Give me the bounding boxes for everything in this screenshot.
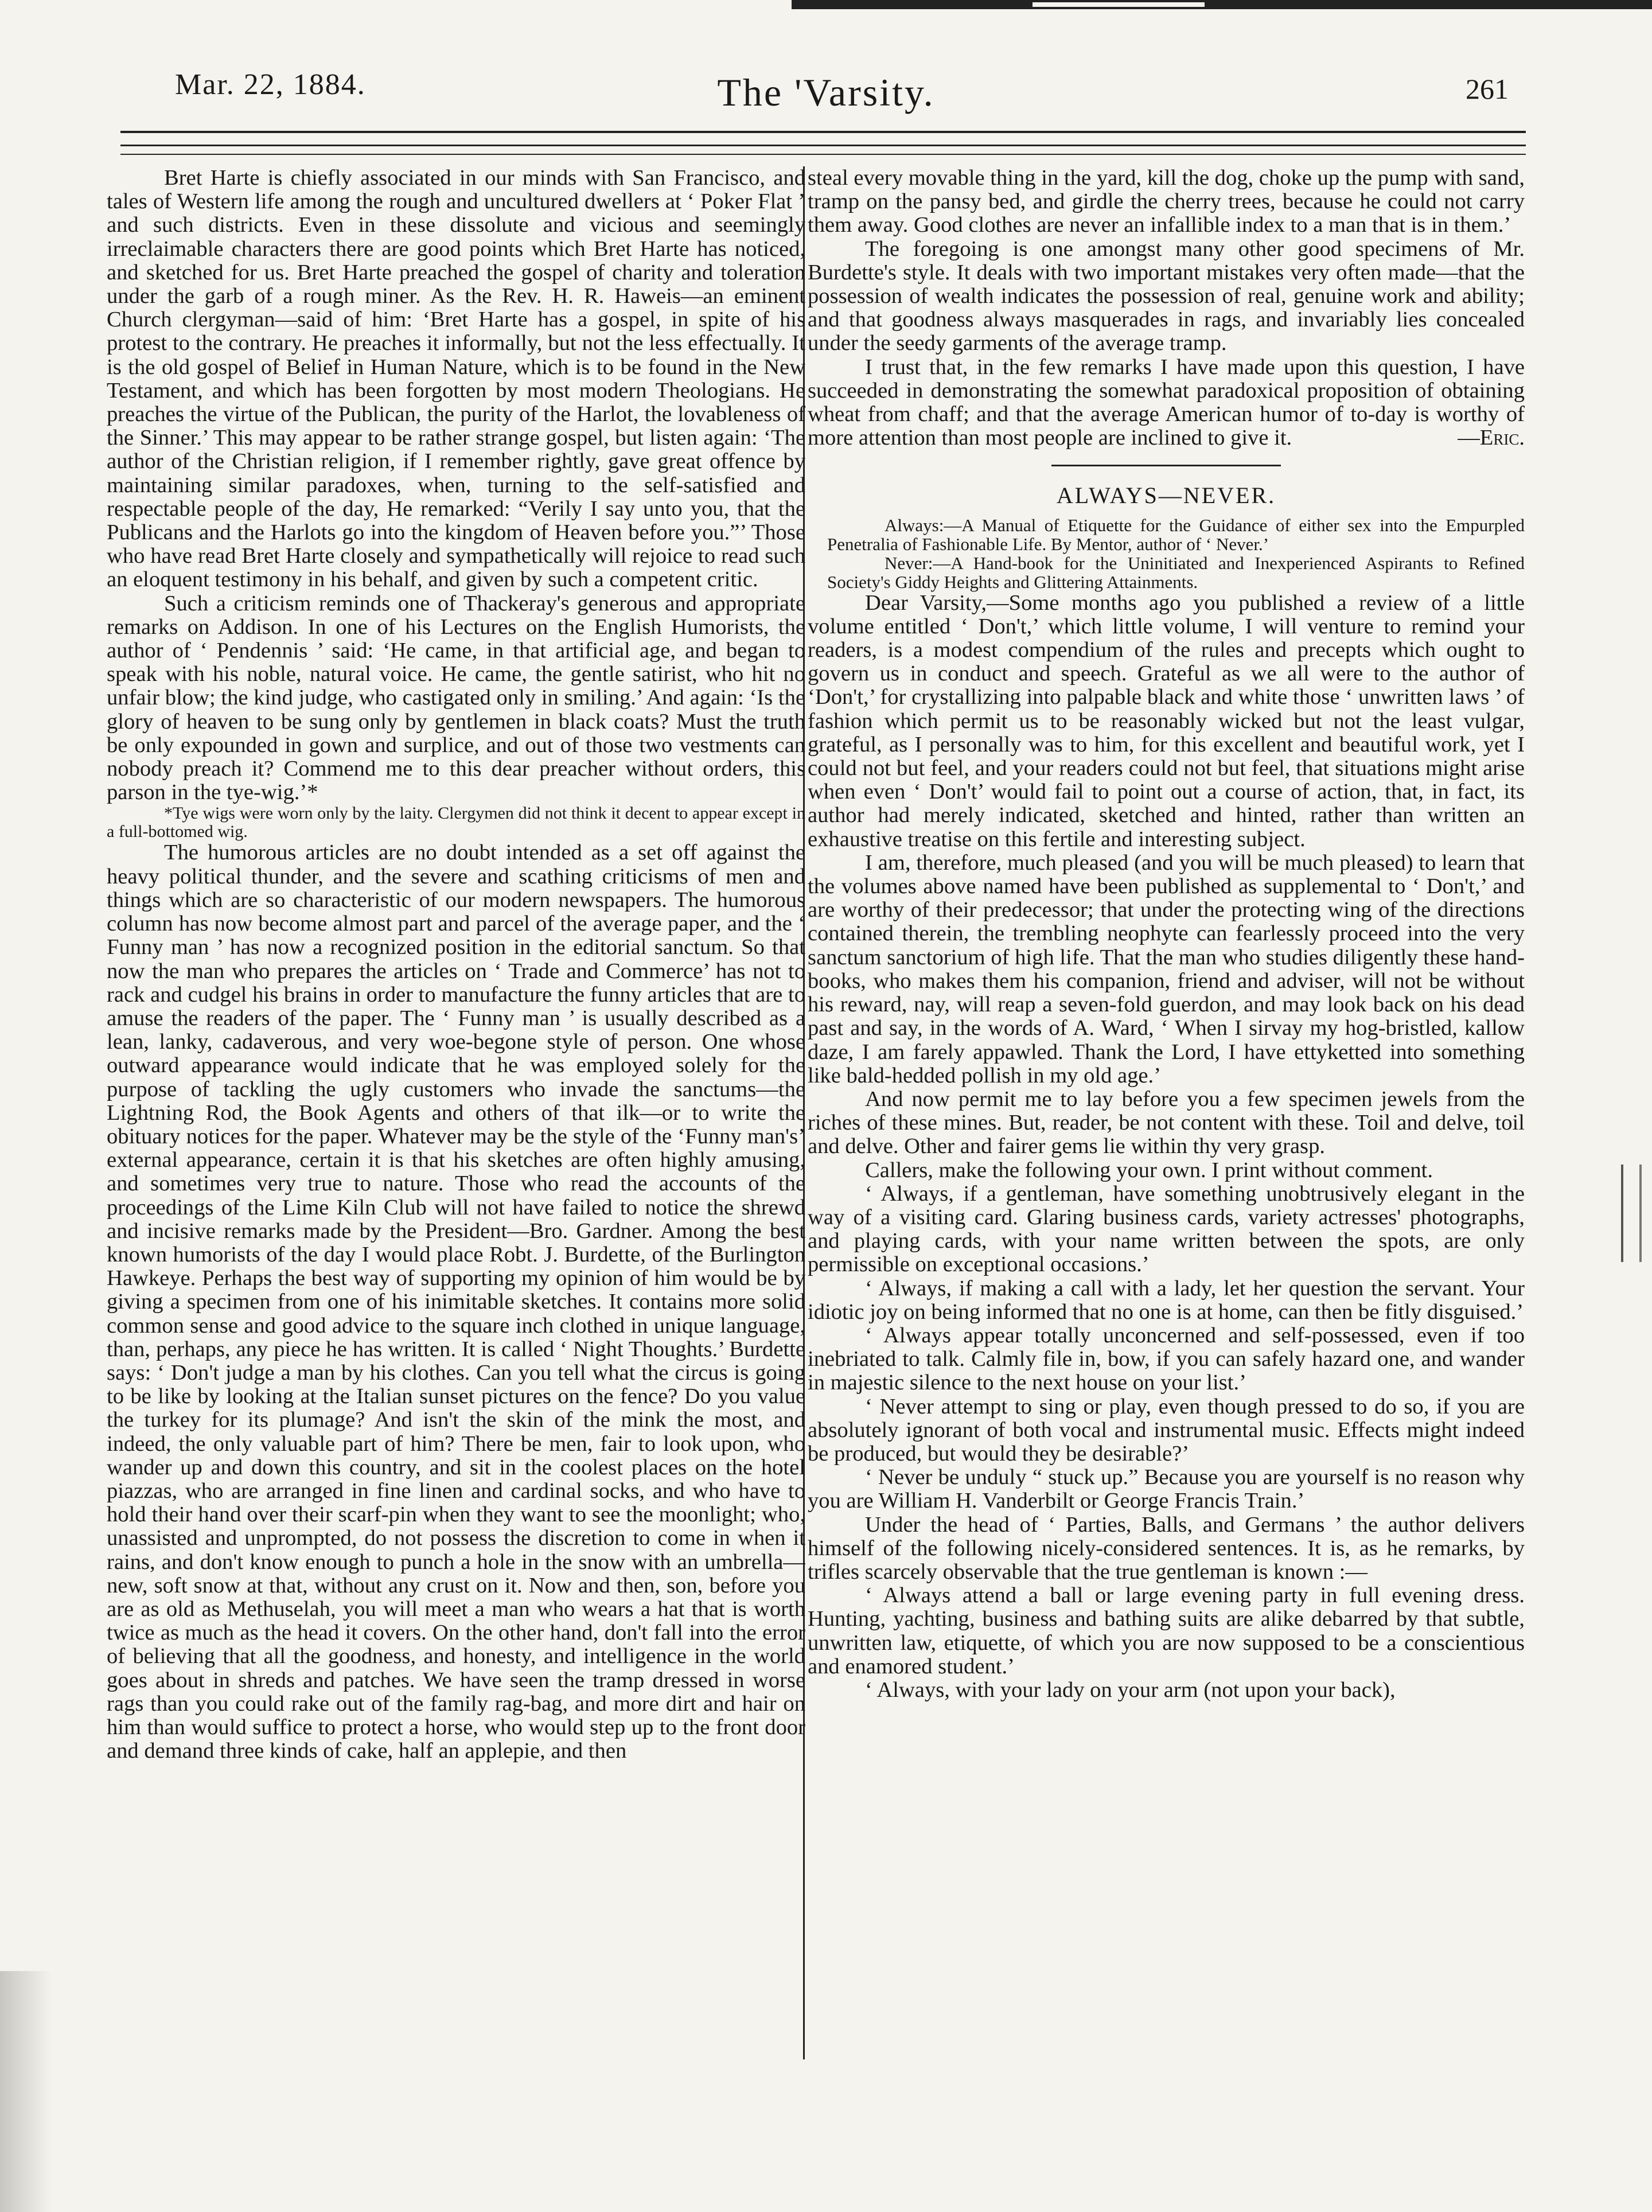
section-title: ALWAYS—NEVER. (1056, 482, 1276, 509)
scan-shadow (0, 1971, 52, 2212)
rule-visiting-card: ‘ Always, if a gentleman, have something unobtrusively elegant in the way of a visiting card. Glaring business cards, variety actresses' photographs, and playing cards, with your name written between the spots, are only permissible on exceptional occasions.’ (808, 1181, 1525, 1277)
footnote: *Tye wigs were worn only by the laity. Clergymen did not think it decent to appear except in a full-bottomed wig. (107, 804, 805, 842)
left-column (107, 166, 805, 2163)
scan-top-strip (792, 0, 1652, 9)
paragraph-specimen-jewels: And now permit me to lay before you a few specimen jewels from the riches of these mines. But, reader, be not content with these. Toil and delve, toil and delve. Other and fairer gems lie within thy very grasp. (808, 1086, 1525, 1159)
paragraph-pleased: I am, therefore, much pleased (and you will be much pleased) to learn that the volumes above named have been published as supplemental to ‘ Don't,’ and are worthy of their predecessor; that under the protecting wing of the directions contained therein, the trembling neophyte can fearlessly proceed into the very sanctum sanctorium of high life. That the man who studies diligently these hand-books, who makes them his companion, friend and adviser, will not be without his reward, nay, will reap a seven-fold guerdon, and may look back on his dead past and say, in the words of A. Ward, ‘ When I sirvay my hog-bristled, kallow daze, I am farely appawled. Thank the Lord, I have ettyketted into something like bald-hedded pollish in my old age.’ (808, 850, 1525, 1088)
paragraph-thackeray: Such a criticism reminds one of Thackeray's generous and appropriate remarks on Addison. In one of his Lectures on the English Humorists, the author of ‘ Pendennis ’ said: ‘He came, in that artificial age, and began to speak with his noble, natural voice. He came, the gentle satirist, who hit no unfair blow; the kind judge, who castigated only in smiling.’ And again: ‘Is the glory of heaven to be sung only by gentlemen in black coats? Must the truth be only expounded in gown and surplice, and out of those two vestments can nobody preach it? Commend me to this dear preacher without orders, this parson in the tye-wig.’* (107, 591, 805, 805)
page-header (115, 68, 1537, 131)
paragraph-callers: Callers, make the following your own. I print without comment. (865, 1158, 1433, 1182)
signature: —Eric. (1458, 426, 1525, 450)
masthead-title: The 'Varsity. (717, 71, 935, 114)
paragraph-humorous-articles: The humorous articles are no doubt intended as a set off against the heavy political thunder, and the severe and scathing criticisms of men and things which are so characteristic of our modern newspapers. The humorous column has now become almost part and parcel of the average paper, and the ‘ Funny man ’ has now a recognized position in the editorial sanctum. So that now the man who prepares the articles on ‘ Trade and Commerce’ has not to rack and cudgel his brains in order to manufacture the funny articles that are to amuse the readers of the paper. The ‘ Funny man ’ is usually described as a lean, lanky, cadaverous, and very woe-begone style of person. One whose outward appearance would indicate that he was employed solely for the purpose of tackling the ugly customers who invade the sanctums—the Lightning Rod, the Book Agents and others of that ilk—or to write the obituary notices for the paper. Whatever may be the style of the ‘Funny man's’ external appearance, certain it is that his sketches are often highly amusing, and sometimes very true to nature. Those who read the accounts of the proceedings of the Lime Kiln Club will not have failed to notice the shrewd and incisive remarks made by the President—Bro. Gardner. Among the best known humorists of the day I would place Robt. J. Burdette, of the Burlington Hawkeye. Perhaps the best way of supporting my opinion of him would be by giving a specimen from one of his inimitable sketches. It contains more solid common sense and good advice to the square inch clothed in unique language, than, perhaps, any piece he has written. It is called ‘ Night Thoughts.’ Burdette says: ‘ Don't judge a man by his clothes. Can you tell what the circus is going to be like by looking at the Italian sunset pictures on the fence? Do you value the turkey for its plumage? And isn't the skin of the mink the most, and indeed, the only valuable part of him? There be men, fair to look upon, who wander up and down this country, and sit in the coolest places on the hotel piazzas, who are arranged in fine linen and cardinal socks, and who have to hold their hand over their scarf-pin when they want to see the moonlight; who, unassisted and unprompted, do not possess the discretion to come in when it rains, and don't know enough to punch a hole in the snow with an umbrella—new, soft snow at that, without any crust on it. Now and then, son, before you are as old as Methuselah, you will meet a man who wears a hat that is worth twice as much as the head it covers. On the other hand, don't fall into the error of believing that all the goodness, and honesty, and intelligence in the world goes about in shreds and patches. We have seen the tramp dressed in worse rags than you could rake out of the family rag-bag, and more dirt and hair on him than would suffice to protect a horse, who would step up to the front door and demand three kinds of cake, half an applepie, and then (107, 840, 805, 1763)
paragraph-parties-balls: Under the head of ‘ Parties, Balls, and Germans ’ the author delivers himself of the following nicely-considered sentences. It is, as he remarks, by trifles scarcely observable that the true gentleman is known :— (808, 1512, 1525, 1584)
paragraph-bret-harte: Bret Harte is chiefly associated in our minds with San Francisco, and tales of Western life among the rough and uncultured dwellers at ‘ Poker Flat ’ and such districts. Even in these dissolute and vicious and seemingly irreclaimable characters there are good points which Bret Harte has noticed, and sketched for us. Bret Harte preached the gospel of charity and toleration under the garb of a rough miner. As the Rev. H. R. Haweis—an eminent Church clergyman—said of him: ‘Bret Harte has a gospel, in spite of his protest to the contrary. He preaches it informally, but not the less effectually. It is the old gospel of Belief in Human Nature, which is to be found in the New Testament, and which has been forgotten by most modern Theologians. He preaches the virtue of the Publican, the purity of the Harlot, the lovableness of the Sinner.’ This may appear to be rather strange gospel, but listen again: ‘The author of the Christian religion, if I remember rightly, gave great offence by maintaining similar paradoxes, when, turning to the self-satisfied and respectable people of the day, He remarked: “Verily I say unto you, that the Publicans and the Harlots go into the kingdom of Heaven before you.”’ Those who have read Bret Harte closely and sympathetically will rejoice to read such an eloquent testimony in his behalf, and given by such a competent critic. (107, 166, 805, 592)
paragraph-conclusion (808, 356, 1525, 450)
paragraph-continuation: steal every movable thing in the yard, kill the dog, choke up the pump with sand, tramp on the pansy bed, and girdle the cherry trees, because he could not carry them away. Good clothes are never an infallible index to a man that is in them.’ (808, 166, 1525, 237)
rule-call-with-lady: ‘ Always, if making a call with a lady, let her question the servant. Your idiotic joy on being informed that no one is at home, can then be fitly disguised.’ (808, 1276, 1525, 1324)
page-number: 261 (1466, 73, 1509, 105)
conclusion-text: I trust that, in the few remarks I have made upon this question, I have succeeded in demonstrating the somewhat paradoxical proposition of obtaining wheat from chaff; and that the average American humor of to-day is worthy of more attention than most people are inclined to give it. (808, 355, 1525, 450)
header-rule-middle (120, 145, 1526, 146)
rule-lady-on-arm: ‘ Always, with your lady on your arm (not upon your back), (865, 1677, 1396, 1702)
rule-self-possessed: ‘ Always appear totally unconcerned and self-possessed, even if too inebriated to talk. Calmly file in, bow, if you can safely hazard one, and wander in majestic silence to the next house on your list.’ (808, 1323, 1525, 1395)
rule-stuck-up: ‘ Never be unduly “ stuck up.” Because you are yourself is no reason why you are William H. Vanderbilt or George Francis Train.’ (808, 1465, 1525, 1513)
issue-date: Mar. 22, 1884. (175, 68, 366, 101)
rule-evening-dress: ‘ Always attend a ball or large evening party in full evening dress. Hunting, yachting, business and bathing suits are alike debarred by that subtle, unwritten law, etiquette, of which you are now supposed to be a conscientious and enamored student.’ (808, 1583, 1525, 1679)
right-column (808, 166, 1525, 2163)
paragraph-burdette-style: The foregoing is one amongst many other good specimens of Mr. Burdette's style. It deals with two important mistakes very often made—that the possession of wealth indicates the possession of real, genuine work and ability; and that goodness always masquerades in rags, and invariably lies concealed under the seedy garments of the average tramp. (808, 236, 1525, 356)
book-entry-never: Never:—A Hand-book for the Uninitiated and Inexperienced Aspirants to Refined Society's Giddy Heights and Glittering Attainments. (827, 552, 1525, 592)
paragraph-dear-varsity: Dear Varsity,—Some months ago you published a review of a little volume entitled ‘ Don't,’ which little volume, I will venture to remind your readers, is a modest compendium of the rules and precepts which ought to govern us in conduct and speech. Grateful as we all were to the author of ‘Don't,’ for crystallizing into palpable black and white those ‘ unwritten laws ’ of fashion which permit us to be reasonably wicked but not the least vulgar, grateful, as I personally was to him, for this excellent and beautiful work, yet I could not but feel, and your readers could not but feel, that situations might arise when even ‘ Don't’ would fail to point out a course of action, that, in fact, its author had merely indicated, sketched and hinted, rather than written an exhaustive treatise on this fertile and interesting subject. (808, 590, 1525, 851)
header-rule-top (120, 131, 1526, 133)
binding-edge-mark (1621, 1165, 1642, 1262)
section-separator (1051, 465, 1281, 466)
book-entry-always: Always:—A Manual of Etiquette for the Guidance of either sex into the Empurpled Penetralia of Fashionable Life. By Mentor, author of ‘ Never.’ (827, 515, 1525, 554)
rule-sing-or-play: ‘ Never attempt to sing or play, even though pressed to do so, if you are absolutely ignorant of both vocal and instrumental music. Effects might indeed be produced, but would they be desirable?’ (808, 1394, 1525, 1466)
header-rule-bottom (120, 154, 1526, 155)
